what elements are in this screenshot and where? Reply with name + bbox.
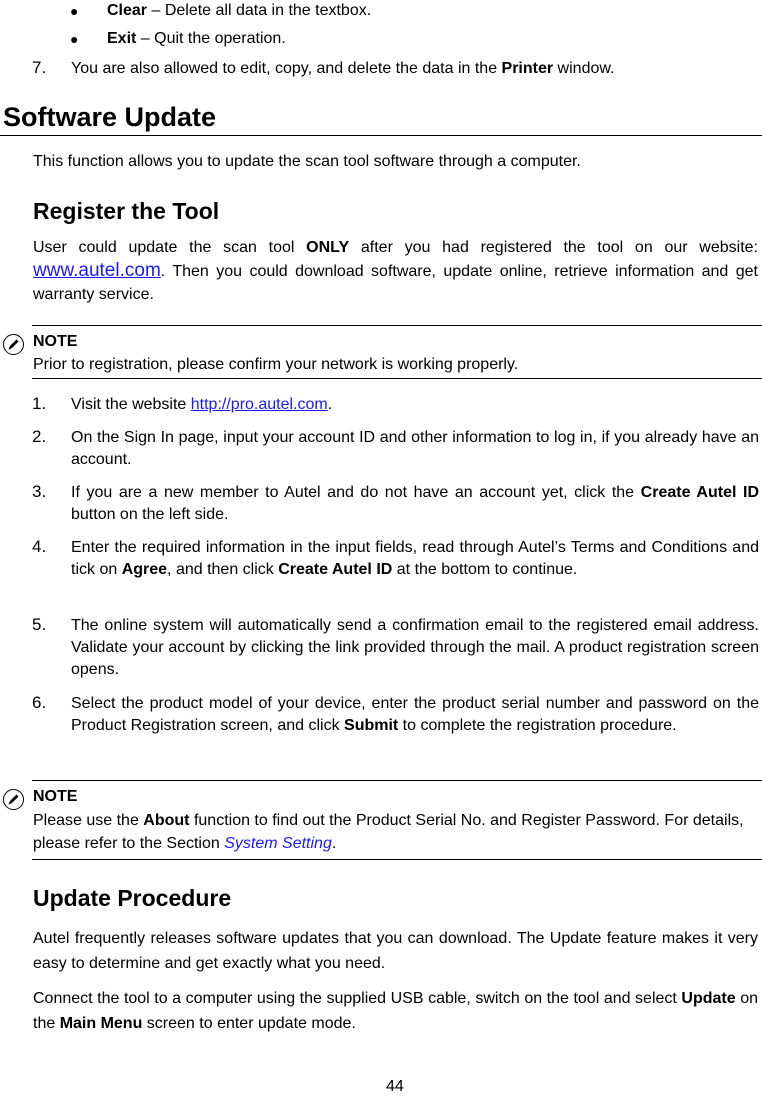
- pencil-icon: [3, 789, 24, 810]
- register-paragraph: User could update the scan tool ONLY after you had registered the tool on our website: www.autel.com. Then you could download software, update online, retrieve information and get warranty service.: [33, 239, 758, 303]
- note1-text: Prior to registration, please confirm your network is working properly.: [33, 356, 519, 373]
- step-text: You are also allowed to edit, copy, and delete the data in the Printer window.: [71, 60, 615, 77]
- register-title: Register the Tool: [33, 198, 220, 224]
- page-number: 44: [386, 1078, 404, 1095]
- step-text: The online system will automatically send a confirmation email to the registered email address. Validate your account by clicking the link provided through the mail. A product registration screen opens.: [71, 617, 759, 678]
- step-number: 5.: [32, 615, 47, 634]
- step-number: 3.: [32, 482, 47, 501]
- bullet-exit: [0, 28, 762, 50]
- section-title: Software Update: [3, 102, 217, 132]
- step-number: 2.: [32, 427, 47, 446]
- bullet-term: Exit: [107, 30, 137, 47]
- step-number: 7.: [32, 58, 47, 77]
- step-number: 1.: [32, 394, 47, 413]
- bullet-term: Clear: [107, 2, 148, 19]
- step-text: On the Sign In page, input your account ID and other information to log in, if you already have an account.: [71, 429, 759, 468]
- note1-label: NOTE: [33, 333, 78, 350]
- update-paragraph-2: Connect the tool to a computer using the supplied USB cable, switch on the tool and select Update on the Main Menu screen to enter update mode.: [33, 990, 759, 1032]
- bullet-text: [107, 28, 286, 50]
- bullet-dot-icon: ●: [70, 31, 79, 47]
- step-text: Visit the website http://pro.autel.com.: [71, 396, 333, 413]
- update-title: Update Procedure: [33, 885, 232, 911]
- step-number: 6.: [32, 693, 47, 712]
- bullet-desc: – Quit the operation.: [136, 30, 286, 47]
- system-setting-link[interactable]: System Setting: [224, 835, 332, 852]
- bullet-clear: [0, 0, 762, 22]
- note1-top-rule: [32, 325, 762, 326]
- step-text: Select the product model of your device, enter the product serial number and password on the Product Registration screen, and click Submit to complete the registration procedure.: [71, 695, 759, 734]
- step-text: Enter the required information in the input fields, read through Autel’s Terms and Conditions and tick on Agree, and then click Create Autel ID at the bottom to continue.: [71, 539, 759, 578]
- note1-bottom-rule: [32, 378, 762, 379]
- bullet-text: [107, 0, 371, 22]
- note2-top-rule: [32, 780, 762, 781]
- pencil-icon: [3, 334, 24, 355]
- step-text: If you are a new member to Autel and do not have an account yet, click the Create Autel ID button on the left side.: [71, 484, 759, 523]
- autel-website-link[interactable]: www.autel.com: [33, 260, 161, 281]
- note2-label: NOTE: [33, 788, 78, 805]
- bullet-desc: – Delete all data in the textbox.: [147, 2, 372, 19]
- section-intro: This function allows you to update the scan tool software through a computer.: [33, 153, 581, 170]
- pro-autel-link[interactable]: http://pro.autel.com: [190, 396, 328, 413]
- update-paragraph-1: Autel frequently releases software updates that you can download. The Update feature makes it very easy to determine and get exactly what you need.: [33, 930, 758, 972]
- step-number: 4.: [32, 537, 47, 556]
- section-title-rule: [0, 135, 762, 136]
- note2-bottom-rule: [32, 859, 762, 860]
- bullet-dot-icon: ●: [70, 3, 79, 19]
- note2-text: Please use the About function to find out the Product Serial No. and Register Password. For details, please refer to the Section System Setting.: [33, 812, 744, 852]
